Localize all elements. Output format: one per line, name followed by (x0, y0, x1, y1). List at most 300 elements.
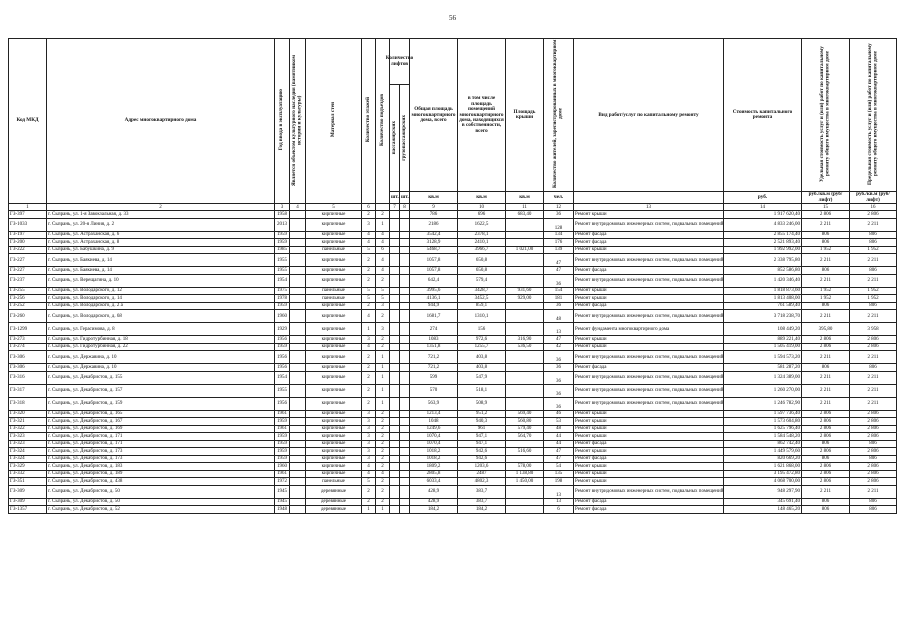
table-row (9, 254, 897, 267)
row-heritage (290, 506, 306, 514)
row-unit-cost: 2 211 (802, 254, 850, 267)
row-lifts-pass (390, 274, 400, 287)
row-lifts-cargo (400, 470, 410, 478)
row-address: г. Сызрань, ул. Декабристов, д. 52 (47, 506, 275, 514)
row-residents: 53 (544, 418, 574, 426)
row-lifts-cargo (400, 246, 410, 254)
table-row (9, 343, 897, 351)
row-work: Ремонт крыши (574, 470, 724, 478)
header-work: Вид работ/услуг по капитальному ремонту (574, 39, 724, 192)
row-year: 1985 (275, 246, 290, 254)
row-work: Ремонт крыши (574, 418, 724, 426)
row-lifts-pass (390, 384, 400, 397)
row-lifts-cargo (400, 351, 410, 364)
row-code: ГЗ-322 (9, 425, 47, 433)
row-area-owned: 547,9 (458, 371, 506, 384)
row-address: г. Сызрань, ул. Володарского, д. 2 а (47, 302, 275, 310)
row-area-total: 1083 (410, 336, 458, 344)
row-material: панельные (306, 478, 362, 486)
row-roof (506, 218, 544, 231)
row-entrances: 5 (376, 295, 390, 303)
row-cost: 1 621 868,00 (724, 463, 802, 471)
row-floors: 5 (362, 246, 376, 254)
row-material: кирпичные (306, 440, 362, 448)
row-heritage (290, 448, 306, 456)
row-year: 1978 (275, 295, 290, 303)
row-area-total: 599 (410, 371, 458, 384)
row-code: ГЗ-324 (9, 448, 47, 456)
row-area-total: 570 (410, 384, 458, 397)
row-area-owned: 4802,3 (458, 478, 506, 486)
row-floors: 2 (362, 371, 376, 384)
row-lifts-pass (390, 351, 400, 364)
row-roof: 929,00 (506, 295, 544, 303)
row-cost: 3 195 472,80 (724, 470, 802, 478)
row-floors: 2 (362, 498, 376, 506)
row-work: Ремонт крыши (574, 425, 724, 433)
row-area-owned: 383,7 (458, 498, 506, 506)
row-address: г. Сызрань, ул. Декабристов, д. 155 (47, 371, 275, 384)
row-heritage (290, 231, 306, 239)
row-cost: 1 813 408,00 (724, 295, 802, 303)
row-lifts-pass (390, 310, 400, 323)
row-entrances: 2 (376, 410, 390, 418)
row-year: 1960 (275, 463, 290, 471)
row-max-cost: 2 211 (850, 274, 897, 287)
row-floors: 5 (362, 295, 376, 303)
row-year: 1956 (275, 336, 290, 344)
row-max-cost: 2 806 (850, 336, 897, 344)
row-code: ГЗ-273 (9, 336, 47, 344)
row-cost: 2 521 893,40 (724, 239, 802, 247)
row-area-owned: 650,8 (458, 254, 506, 267)
row-floors: 2 (362, 302, 376, 310)
row-area-owned: 2378,1 (458, 231, 506, 239)
row-lifts-cargo (400, 274, 410, 287)
row-cost: 852 586,80 (724, 267, 802, 275)
row-material: кирпичные (306, 351, 362, 364)
row-residents: 176 (544, 239, 574, 247)
row-heritage (290, 470, 306, 478)
row-lifts-cargo (400, 425, 410, 433)
page-number: 56 (449, 14, 456, 22)
row-address: г. Сызрань, ул. 20-я Линия, д. 2 (47, 218, 275, 231)
row-work: Ремонт крыши (574, 336, 724, 344)
row-residents: 42 (544, 343, 574, 351)
row-floors: 5 (362, 478, 376, 486)
row-area-total: 721,2 (410, 364, 458, 372)
row-code: ГЗ-324 (9, 455, 47, 463)
row-unit-cost: 806 (802, 506, 850, 514)
table-row (9, 274, 897, 287)
row-lifts-pass (390, 246, 400, 254)
row-year: 1959 (275, 239, 290, 247)
row-code: ГЗ-1357 (9, 506, 47, 514)
row-code: ГЗ-316 (9, 371, 47, 384)
row-floors: 2 (362, 254, 376, 267)
row-year: 1961 (275, 425, 290, 433)
row-roof (506, 485, 544, 498)
row-year: 1956 (275, 364, 290, 372)
row-heritage (290, 302, 306, 310)
row-address: г. Сызрань, ул. Декабристов, д. 173 (47, 448, 275, 456)
row-floors: 4 (362, 231, 376, 239)
row-code: ГЗ-274 (9, 343, 47, 351)
capital-repair-table (8, 38, 897, 514)
table-row (9, 364, 897, 372)
row-address: г. Сызрань, ул. Декабристов, д. 189 (47, 470, 275, 478)
row-lifts-cargo (400, 239, 410, 247)
row-residents: 36 (544, 384, 574, 397)
header-area-total: Общая площадь многоквартирного дома, всего (410, 39, 458, 192)
column-number: 1 (9, 204, 47, 211)
table-row (9, 448, 897, 456)
row-max-cost: 1 952 (850, 287, 897, 295)
row-area-owned: 1622,5 (458, 218, 506, 231)
row-work: Ремонт крыши (574, 287, 724, 295)
row-area-total: 274 (410, 323, 458, 336)
row-address: г. Сызрань, ул. Декабристов, д. 438 (47, 478, 275, 486)
row-area-total: 1057,8 (410, 254, 458, 267)
row-code: ГЗ-252 (9, 302, 47, 310)
row-heritage (290, 274, 306, 287)
row-material: кирпичные (306, 323, 362, 336)
row-address: г. Сызрань, ул. Декабристов, д. 173 (47, 455, 275, 463)
row-area-owned: 156 (458, 323, 506, 336)
row-lifts-cargo (400, 267, 410, 275)
row-roof (506, 384, 544, 397)
row-floors: 3 (362, 336, 376, 344)
row-code: ГЗ-321 (9, 418, 47, 426)
row-heritage (290, 485, 306, 498)
row-material: кирпичные (306, 384, 362, 397)
row-heritage (290, 267, 306, 275)
row-floors: 1 (362, 323, 376, 336)
row-entrances: 2 (376, 310, 390, 323)
row-lifts-cargo (400, 478, 410, 486)
row-roof (506, 310, 544, 323)
row-entrances: 2 (376, 425, 390, 433)
row-code: ГЗ-227 (9, 267, 47, 275)
row-material: деревянные (306, 498, 362, 506)
row-area-total: 1018,2 (410, 448, 458, 456)
row-floors: 3 (362, 410, 376, 418)
unit-area-total: кв.м (410, 192, 458, 204)
row-address: г. Сызрань, ул. Баякиева, д. 14 (47, 267, 275, 275)
table-row (9, 506, 897, 514)
row-area-owned: 696 (458, 211, 506, 219)
row-material: кирпичные (306, 343, 362, 351)
row-unit-cost: 2 211 (802, 310, 850, 323)
row-heritage (290, 287, 306, 295)
row-code: ГЗ-222 (9, 246, 47, 254)
column-number: 12 (544, 204, 574, 211)
row-lifts-pass (390, 485, 400, 498)
row-address: г. Сызрань, ул. Баякиева, д. 14 (47, 254, 275, 267)
row-roof: 560,80 (506, 418, 544, 426)
row-residents: 47 (544, 254, 574, 267)
row-lifts-pass (390, 343, 400, 351)
row-work: Ремонт фасада (574, 498, 724, 506)
row-cost: 820 669,20 (724, 455, 802, 463)
row-roof (506, 455, 544, 463)
row-max-cost: 2 211 (850, 254, 897, 267)
row-unit-cost: 806 (802, 231, 850, 239)
row-floors: 5 (362, 287, 376, 295)
row-unit-cost: 806 (802, 267, 850, 275)
row-area-total: 1057,8 (410, 267, 458, 275)
row-lifts-pass (390, 323, 400, 336)
row-cost: 1 246 782,90 (724, 397, 802, 410)
row-lifts-pass (390, 410, 400, 418)
row-cost: 2 855 174,40 (724, 231, 802, 239)
row-unit-cost: 2 806 (802, 336, 850, 344)
row-unit-cost: 806 (802, 498, 850, 506)
row-max-cost: 2 806 (850, 463, 897, 471)
row-area-owned: 508,9 (458, 397, 506, 410)
row-cost: 1 324 389,00 (724, 371, 802, 384)
table-row (9, 211, 897, 219)
row-roof (506, 364, 544, 372)
row-roof (506, 231, 544, 239)
unit-cost: руб. (724, 192, 802, 204)
row-floors: 3 (362, 433, 376, 441)
row-work: Ремонт внутридомовых инженерных систем, подвальных помещений (574, 371, 724, 384)
row-unit-cost: 806 (802, 364, 850, 372)
header-roof: Площадь крыши (506, 39, 544, 192)
row-max-cost: 1 952 (850, 295, 897, 303)
row-work: Ремонт внутридомовых инженерных систем, подвальных помещений (574, 397, 724, 410)
row-entrances: 4 (376, 254, 390, 267)
row-unit-cost: 2 806 (802, 448, 850, 456)
row-year: 1948 (275, 506, 290, 514)
table-row (9, 231, 897, 239)
row-unit-cost: 2 211 (802, 218, 850, 231)
row-area-total: 721,2 (410, 351, 458, 364)
row-area-owned: 650,8 (458, 267, 506, 275)
row-residents: 44 (544, 433, 574, 441)
row-year: 1945 (275, 485, 290, 498)
row-max-cost: 806 (850, 506, 897, 514)
row-floors: 4 (362, 310, 376, 323)
row-year: 1929 (275, 323, 290, 336)
row-cost: 889 221,40 (724, 336, 802, 344)
row-heritage (290, 463, 306, 471)
row-heritage (290, 498, 306, 506)
row-material: кирпичные (306, 231, 362, 239)
header-floors: Количество этажей (364, 97, 371, 143)
row-unit-cost: 2 806 (802, 418, 850, 426)
row-material: кирпичные (306, 267, 362, 275)
row-area-total: 4136,1 (410, 295, 458, 303)
row-area-total: 3995,6 (410, 287, 458, 295)
row-material: кирпичные (306, 433, 362, 441)
row-address: г. Сызрань, ул. Декабристов, д. 159 (47, 397, 275, 410)
row-area-total: 1048 (410, 418, 458, 426)
row-code: ГЗ-306 (9, 351, 47, 364)
row-cost: 1 625 796,40 (724, 425, 802, 433)
column-number: 14 (724, 204, 802, 211)
row-lifts-pass (390, 397, 400, 410)
row-code: ГЗ-1033 (9, 218, 47, 231)
row-material: кирпичные (306, 274, 362, 287)
table-row (9, 418, 897, 426)
row-cost: 108 449,20 (724, 323, 802, 336)
row-unit-cost: 806 (802, 302, 850, 310)
row-residents: 135 (544, 470, 574, 478)
row-entrances: 6 (376, 246, 390, 254)
row-address: г. Сызрань, ул. Бабушкина, д. 9 (47, 246, 275, 254)
row-max-cost: 806 (850, 231, 897, 239)
row-material: панельные (306, 287, 362, 295)
row-roof: 536,50 (506, 343, 544, 351)
row-entrances: 2 (376, 463, 390, 471)
row-material: кирпичные (306, 364, 362, 372)
row-lifts-pass (390, 448, 400, 456)
column-number: 4 (290, 204, 306, 211)
row-floors: 2 (362, 485, 376, 498)
row-year: 1959 (275, 455, 290, 463)
unit-roof: кв.м (506, 192, 544, 204)
row-lifts-pass (390, 470, 400, 478)
row-cost: 1 260 270,00 (724, 384, 802, 397)
row-unit-cost: 395,80 (802, 323, 850, 336)
row-area-owned: 184,2 (458, 506, 506, 514)
header-entrances: Количество подъездов (378, 93, 385, 146)
row-unit-cost: 2 211 (802, 485, 850, 498)
row-lifts-pass (390, 425, 400, 433)
row-unit-cost: 2 806 (802, 410, 850, 418)
row-area-total: 1213,4 (410, 410, 458, 418)
row-cost: 1 420 346,40 (724, 274, 802, 287)
row-work: Ремонт фасада (574, 302, 724, 310)
row-floors: 3 (362, 448, 376, 456)
row-material: кирпичные (306, 336, 362, 344)
table-row (9, 498, 897, 506)
row-roof (506, 254, 544, 267)
row-heritage (290, 295, 306, 303)
row-max-cost: 806 (850, 267, 897, 275)
table-row (9, 218, 897, 231)
row-roof: 1 450,00 (506, 478, 544, 486)
row-roof: 931,60 (506, 287, 544, 295)
row-area-owned: 2487 (458, 470, 506, 478)
row-address: г. Сызрань, ул. 1-я Завокзальная, д. 33 (47, 211, 275, 219)
row-lifts-cargo (400, 302, 410, 310)
row-area-total: 1681,7 (410, 310, 458, 323)
row-address: г. Сызрань, ул. Гидротурбинная, д. 18 (47, 336, 275, 344)
row-area-owned: 972,6 (458, 336, 506, 344)
row-heritage (290, 336, 306, 344)
header-year: Год ввода в эксплуатацию (278, 89, 285, 151)
row-area-owned: 1310,1 (458, 310, 506, 323)
row-lifts-pass (390, 455, 400, 463)
column-number: 7 (390, 204, 400, 211)
row-residents: 36 (544, 364, 574, 372)
row-cost: 1 594 573,20 (724, 351, 802, 364)
row-roof (506, 274, 544, 287)
row-unit-cost: 806 (802, 239, 850, 247)
row-material: кирпичные (306, 425, 362, 433)
row-roof (506, 239, 544, 247)
row-year: 1955 (275, 267, 290, 275)
row-unit-cost: 2 806 (802, 470, 850, 478)
row-cost: 345 691,40 (724, 498, 802, 506)
row-address: г. Сызрань, ул. Декабристов, д. 183 (47, 463, 275, 471)
row-material: кирпичные (306, 470, 362, 478)
header-material: Материал стен (329, 102, 336, 138)
row-entrances: 2 (376, 485, 390, 498)
row-address: г. Сызрань, ул. Гидротурбинная, д. 22 (47, 343, 275, 351)
row-roof (506, 506, 544, 514)
header-address: Адрес многоквартирного дома (47, 39, 275, 204)
row-unit-cost: 1 952 (802, 287, 850, 295)
table-row (9, 295, 897, 303)
row-residents: 6 (544, 506, 574, 514)
row-cost: 2 338 795,80 (724, 254, 802, 267)
table-row (9, 336, 897, 344)
row-entrances: 4 (376, 231, 390, 239)
column-number: 11 (506, 204, 544, 211)
row-roof: 564,70 (506, 433, 544, 441)
row-year: 1959 (275, 418, 290, 426)
row-max-cost: 2 806 (850, 433, 897, 441)
row-code: ГЗ-318 (9, 397, 47, 410)
row-area-total: 428,9 (410, 485, 458, 498)
row-heritage (290, 455, 306, 463)
row-work: Ремонт внутридомовых инженерных систем, подвальных помещений (574, 274, 724, 287)
row-residents: 54 (544, 463, 574, 471)
row-floors: 3 (362, 440, 376, 448)
row-material: деревянные (306, 485, 362, 498)
row-entrances: 1 (376, 351, 390, 364)
row-lifts-pass (390, 239, 400, 247)
table-row (9, 455, 897, 463)
row-lifts-pass (390, 478, 400, 486)
row-work: Ремонт крыши (574, 246, 724, 254)
row-work: Ремонт крыши (574, 211, 724, 219)
row-lifts-cargo (400, 323, 410, 336)
row-address: г. Сызрань, ул. Декабристов, д. 50 (47, 485, 275, 498)
row-max-cost: 2 806 (850, 343, 897, 351)
row-residents: 36 (544, 371, 574, 384)
row-roof: 569,40 (506, 410, 544, 418)
column-number: 2 (47, 204, 275, 211)
row-cost: 1 584 548,20 (724, 433, 802, 441)
row-lifts-pass (390, 371, 400, 384)
row-area-owned: 518,1 (458, 384, 506, 397)
row-year: 1961 (275, 410, 290, 418)
row-heritage (290, 323, 306, 336)
row-unit-cost: 2 211 (802, 371, 850, 384)
row-lifts-pass (390, 336, 400, 344)
row-residents: 47 (544, 448, 574, 456)
row-material: кирпичные (306, 302, 362, 310)
row-cost: 1 449 579,60 (724, 448, 802, 456)
row-entrances: 1 (376, 364, 390, 372)
row-roof (506, 498, 544, 506)
row-year: 1945 (275, 498, 290, 506)
row-floors: 3 (362, 218, 376, 231)
row-address: г. Сызрань, ул. Декабристов, д. 165 (47, 410, 275, 418)
row-code: ГЗ-256 (9, 295, 47, 303)
row-code: ГЗ-320 (9, 410, 47, 418)
row-roof: 1 138,80 (506, 470, 544, 478)
header-lifts-pass: пассажирских (390, 121, 397, 155)
row-floors: 1 (362, 506, 376, 514)
row-unit-cost: 806 (802, 440, 850, 448)
row-material: панельные (306, 246, 362, 254)
